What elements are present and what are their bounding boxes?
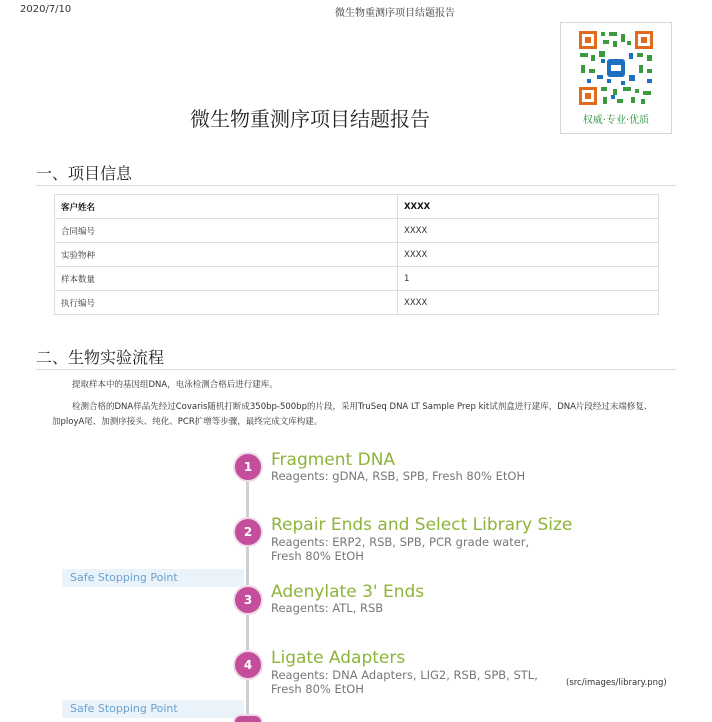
- table-cell-label: 样本数量: [55, 267, 398, 291]
- step-number-badge-partial: [233, 714, 263, 722]
- table-row: [55, 291, 659, 315]
- image-source-caption: (src/images/library.png): [566, 678, 667, 688]
- step-reagents: Reagents: ERP2, RSB, SPB, PCR grade water,: [271, 535, 530, 549]
- step-reagents: Reagents: DNA Adapters, LIG2, RSB, SPB, STL,: [271, 668, 538, 682]
- header-date: 2020/7/10: [20, 4, 72, 15]
- project-info-table: [54, 194, 659, 315]
- table-cell-label: 合同编号: [55, 219, 398, 243]
- step-number-badge: 1: [233, 452, 263, 482]
- step-reagents: Fresh 80% EtOH: [271, 549, 364, 563]
- step-reagents: Fresh 80% EtOH: [271, 682, 364, 696]
- step-reagents: Reagents: ATL, RSB: [271, 601, 384, 615]
- step-number-badge: 2: [233, 517, 263, 547]
- step-number-badge: 3: [233, 585, 263, 615]
- table-row: [55, 267, 659, 291]
- table-cell-value: XXXX: [398, 243, 659, 267]
- qr-code-icon: [577, 29, 655, 107]
- section-title-bio-workflow: 二、生物实验流程: [36, 348, 165, 367]
- table-cell-value: XXXX: [398, 291, 659, 315]
- safe-stopping-point: Safe Stopping Point: [62, 700, 244, 718]
- table-row: [55, 195, 659, 219]
- table-cell-value: XXXX: [398, 219, 659, 243]
- section-divider: [36, 369, 676, 370]
- table-cell-label: 客户姓名: [55, 195, 398, 219]
- header-title: 微生物重测序项目结题报告: [335, 8, 455, 19]
- paragraph-dna-extraction: 提取样本中的基因组DNA，电泳检测合格后进行建库。: [72, 380, 278, 390]
- table-cell-value: XXXX: [398, 195, 659, 219]
- step-title: Repair Ends and Select Library Size: [271, 515, 573, 535]
- step-title: Fragment DNA: [271, 450, 396, 470]
- section-title-project-info: 一、项目信息: [36, 164, 133, 183]
- paragraph-library-line1: 检测合格的DNA样品先经过Covaris随机打断成350bp-500bp的片段，采用TruSeq DNA LT Sample Prep kit试剂盒进行建库，DNA片段经过末端修复、: [72, 402, 653, 412]
- step-number-badge: 4: [233, 650, 263, 680]
- document-title: 微生物重测序项目结题报告: [190, 107, 430, 131]
- step-reagents: Reagents: gDNA, RSB, SPB, Fresh 80% EtOH: [271, 469, 526, 483]
- section-divider: [36, 185, 676, 186]
- table-cell-value: 1: [398, 267, 659, 291]
- paragraph-library-line2: 加ployA尾、加测序接头、纯化、PCR扩增等步骤，最终完成文库构建。: [52, 417, 323, 427]
- step-title: Adenylate 3' Ends: [271, 582, 425, 602]
- safe-stopping-point: Safe Stopping Point: [62, 569, 244, 587]
- qr-caption: 权威·专业·优质: [582, 115, 650, 126]
- table-cell-label: 实验物种: [55, 243, 398, 267]
- table-row: [55, 243, 659, 267]
- table-row: [55, 219, 659, 243]
- table-cell-label: 执行编号: [55, 291, 398, 315]
- step-title: Ligate Adapters: [271, 648, 406, 668]
